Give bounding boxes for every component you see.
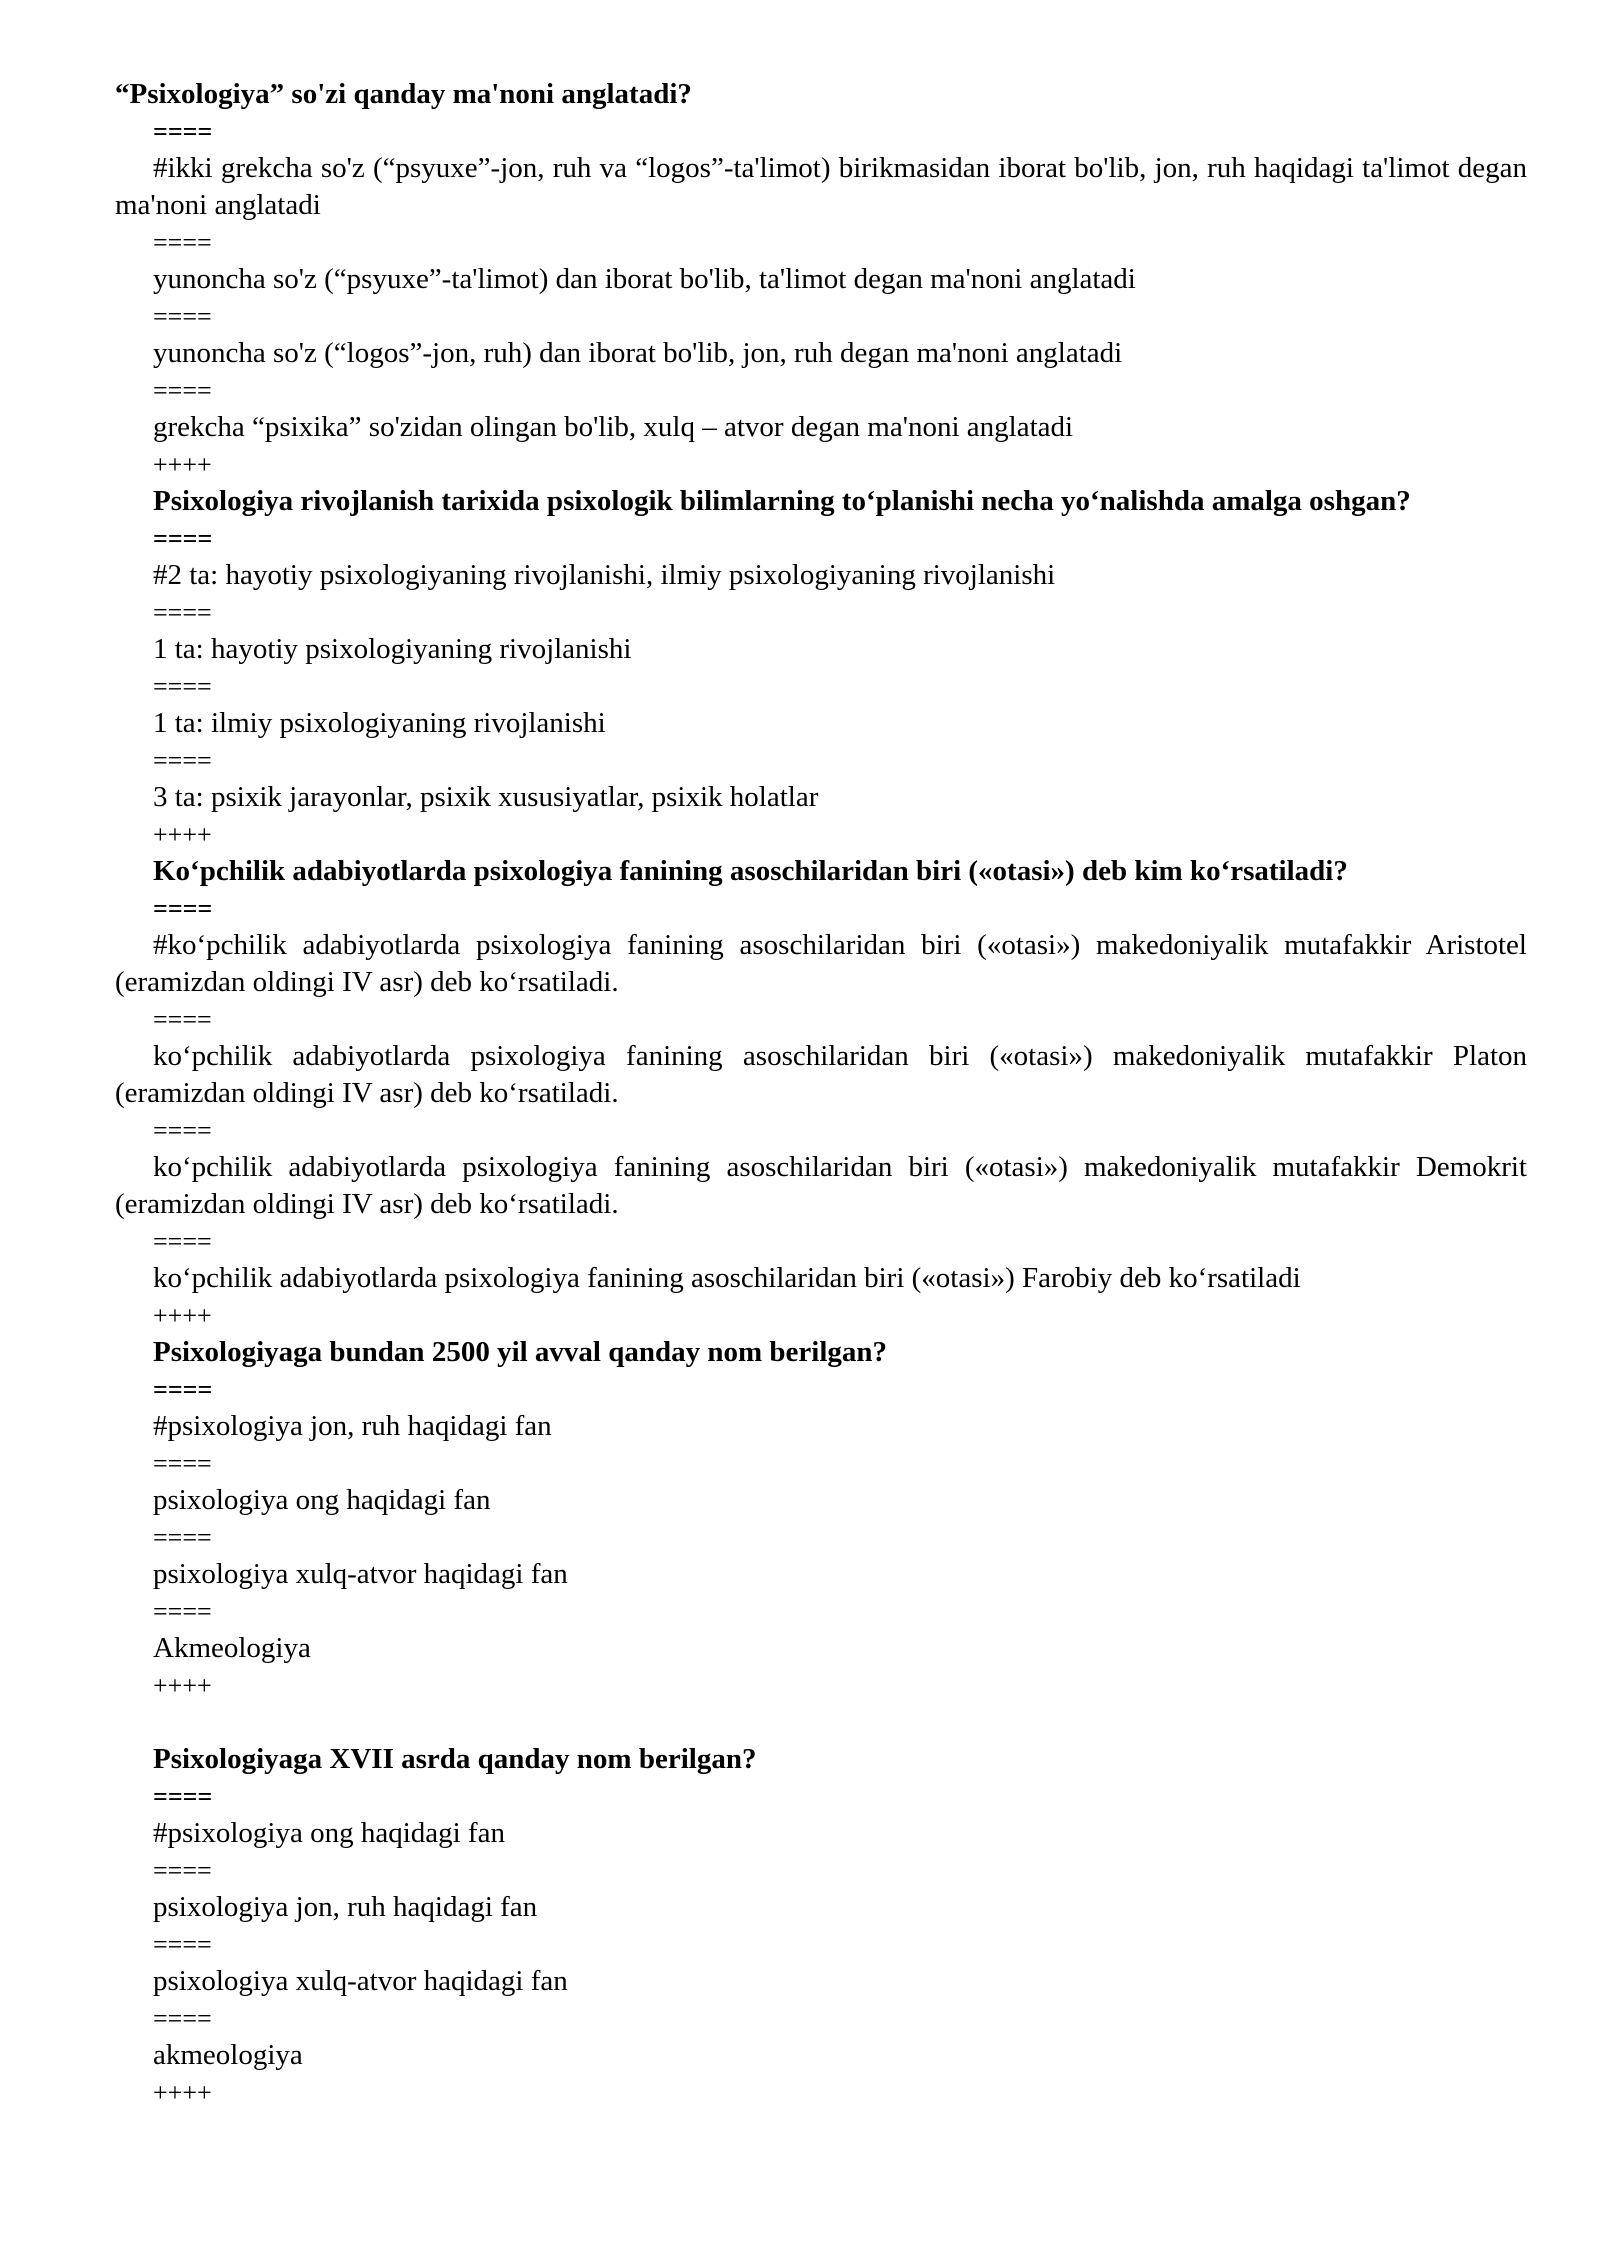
- separator-marker: ====: [153, 1782, 213, 1811]
- separator-marker: ====: [153, 2004, 212, 2033]
- answer-option: psixologiya xulq-atvor haqidagi fan: [153, 1558, 568, 1590]
- answer-option: #psixologiya jon, ruh haqidagi fan: [153, 1410, 552, 1442]
- separator-marker: ====: [153, 1005, 212, 1034]
- answer-option: #ikki grekcha so'z (“psyuxe”-jon, ruh va “logos”-ta'limot) birikmasidan iborat bo'lib, jon, ruh haqidagi ta'limot degan ma'noni anglatadi: [115, 152, 1527, 221]
- separator-marker: ====: [153, 1523, 212, 1552]
- answer-option: 1 ta: hayotiy psixologiyaning rivojlanishi: [153, 633, 632, 665]
- answer-option: grekcha “psixika” so'zidan olingan bo'lib, xulq – atvor degan ma'noni anglatadi: [153, 411, 1074, 443]
- question-text: Psixologiya rivojlanish tarixida psixologik bilimlarning to‘planishi necha yo‘nalishda amalga oshgan?: [153, 485, 1411, 517]
- separator-marker: ====: [153, 1597, 212, 1626]
- separator-marker: ====: [153, 1856, 212, 1885]
- separator-marker: ====: [153, 894, 213, 923]
- end-marker: ++++: [153, 1301, 212, 1330]
- document-body: [115, 76, 1527, 2111]
- answer-option: 1 ta: ilmiy psixologiyaning rivojlanishi: [153, 707, 606, 739]
- separator-marker: ====: [153, 672, 212, 701]
- separator-marker: ====: [153, 376, 212, 405]
- question-text: Psixologiyaga XVII asrda qanday nom berilgan?: [153, 1743, 757, 1775]
- answer-option: ko‘pchilik adabiyotlarda psixologiya fanining asoschilaridan biri («otasi») makedoniyalik mutafakkir Platon (eramizdan oldingi IV asr) deb ko‘rsatiladi.: [115, 1040, 1527, 1109]
- answer-option: #psixologiya ong haqidagi fan: [153, 1817, 505, 1849]
- answer-option: akmeologiya: [153, 2039, 303, 2071]
- answer-option: psixologiya jon, ruh haqidagi fan: [153, 1891, 538, 1923]
- question-text: Ko‘pchilik adabiyotlarda psixologiya fanining asoschilaridan biri («otasi») deb kim ko‘rsatiladi?: [153, 855, 1348, 887]
- answer-option: #ko‘pchilik adabiyotlarda psixologiya fanining asoschilaridan biri («otasi») makedoniyalik mutafakkir Aristotel (eramizdan oldingi IV asr) deb ko‘rsatiladi.: [115, 929, 1527, 998]
- separator-marker: ====: [153, 1227, 212, 1256]
- answer-option: yunoncha so'z (“psyuxe”-ta'limot) dan iborat bo'lib, ta'limot degan ma'noni anglatadi: [153, 263, 1136, 295]
- separator-marker: ====: [153, 302, 212, 331]
- answer-option: 3 ta: psixik jarayonlar, psixik xususiyatlar, psixik holatlar: [153, 781, 819, 813]
- answer-option: psixologiya ong haqidagi fan: [153, 1484, 491, 1516]
- answer-option: Akmeologiya: [153, 1632, 311, 1664]
- end-marker: ++++: [153, 820, 212, 849]
- separator-marker: ====: [153, 598, 212, 627]
- separator-marker: ====: [153, 1449, 212, 1478]
- answer-option: ko‘pchilik adabiyotlarda psixologiya fanining asoschilaridan biri («otasi») Farobiy deb ko‘rsatiladi: [153, 1262, 1301, 1294]
- separator-marker: ====: [153, 1930, 212, 1959]
- separator-marker: ====: [153, 1116, 212, 1145]
- separator-marker: ====: [153, 746, 212, 775]
- answer-option: yunoncha so'z (“logos”-jon, ruh) dan iborat bo'lib, jon, ruh degan ma'noni anglatadi: [153, 337, 1123, 369]
- separator-marker: ====: [153, 1375, 213, 1404]
- end-marker: ++++: [153, 1671, 212, 1700]
- separator-marker: ====: [153, 228, 212, 257]
- question-text: Psixologiyaga bundan 2500 yil avval qanday nom berilgan?: [153, 1336, 888, 1368]
- question-text: “Psixologiya” so'zi qanday ma'noni anglatadi?: [115, 78, 692, 110]
- separator-marker: ====: [153, 117, 213, 146]
- separator-marker: ====: [153, 524, 213, 553]
- answer-option: psixologiya xulq-atvor haqidagi fan: [153, 1965, 568, 1997]
- end-marker: ++++: [153, 2078, 212, 2107]
- blank-line: [115, 1704, 1527, 1741]
- answer-option: ko‘pchilik adabiyotlarda psixologiya fanining asoschilaridan biri («otasi») makedoniyalik mutafakkir Demokrit (eramizdan oldingi IV asr) deb ko‘rsatiladi.: [115, 1151, 1527, 1220]
- answer-option: #2 ta: hayotiy psixologiyaning rivojlanishi, ilmiy psixologiyaning rivojlanishi: [153, 559, 1056, 591]
- end-marker: ++++: [153, 450, 212, 479]
